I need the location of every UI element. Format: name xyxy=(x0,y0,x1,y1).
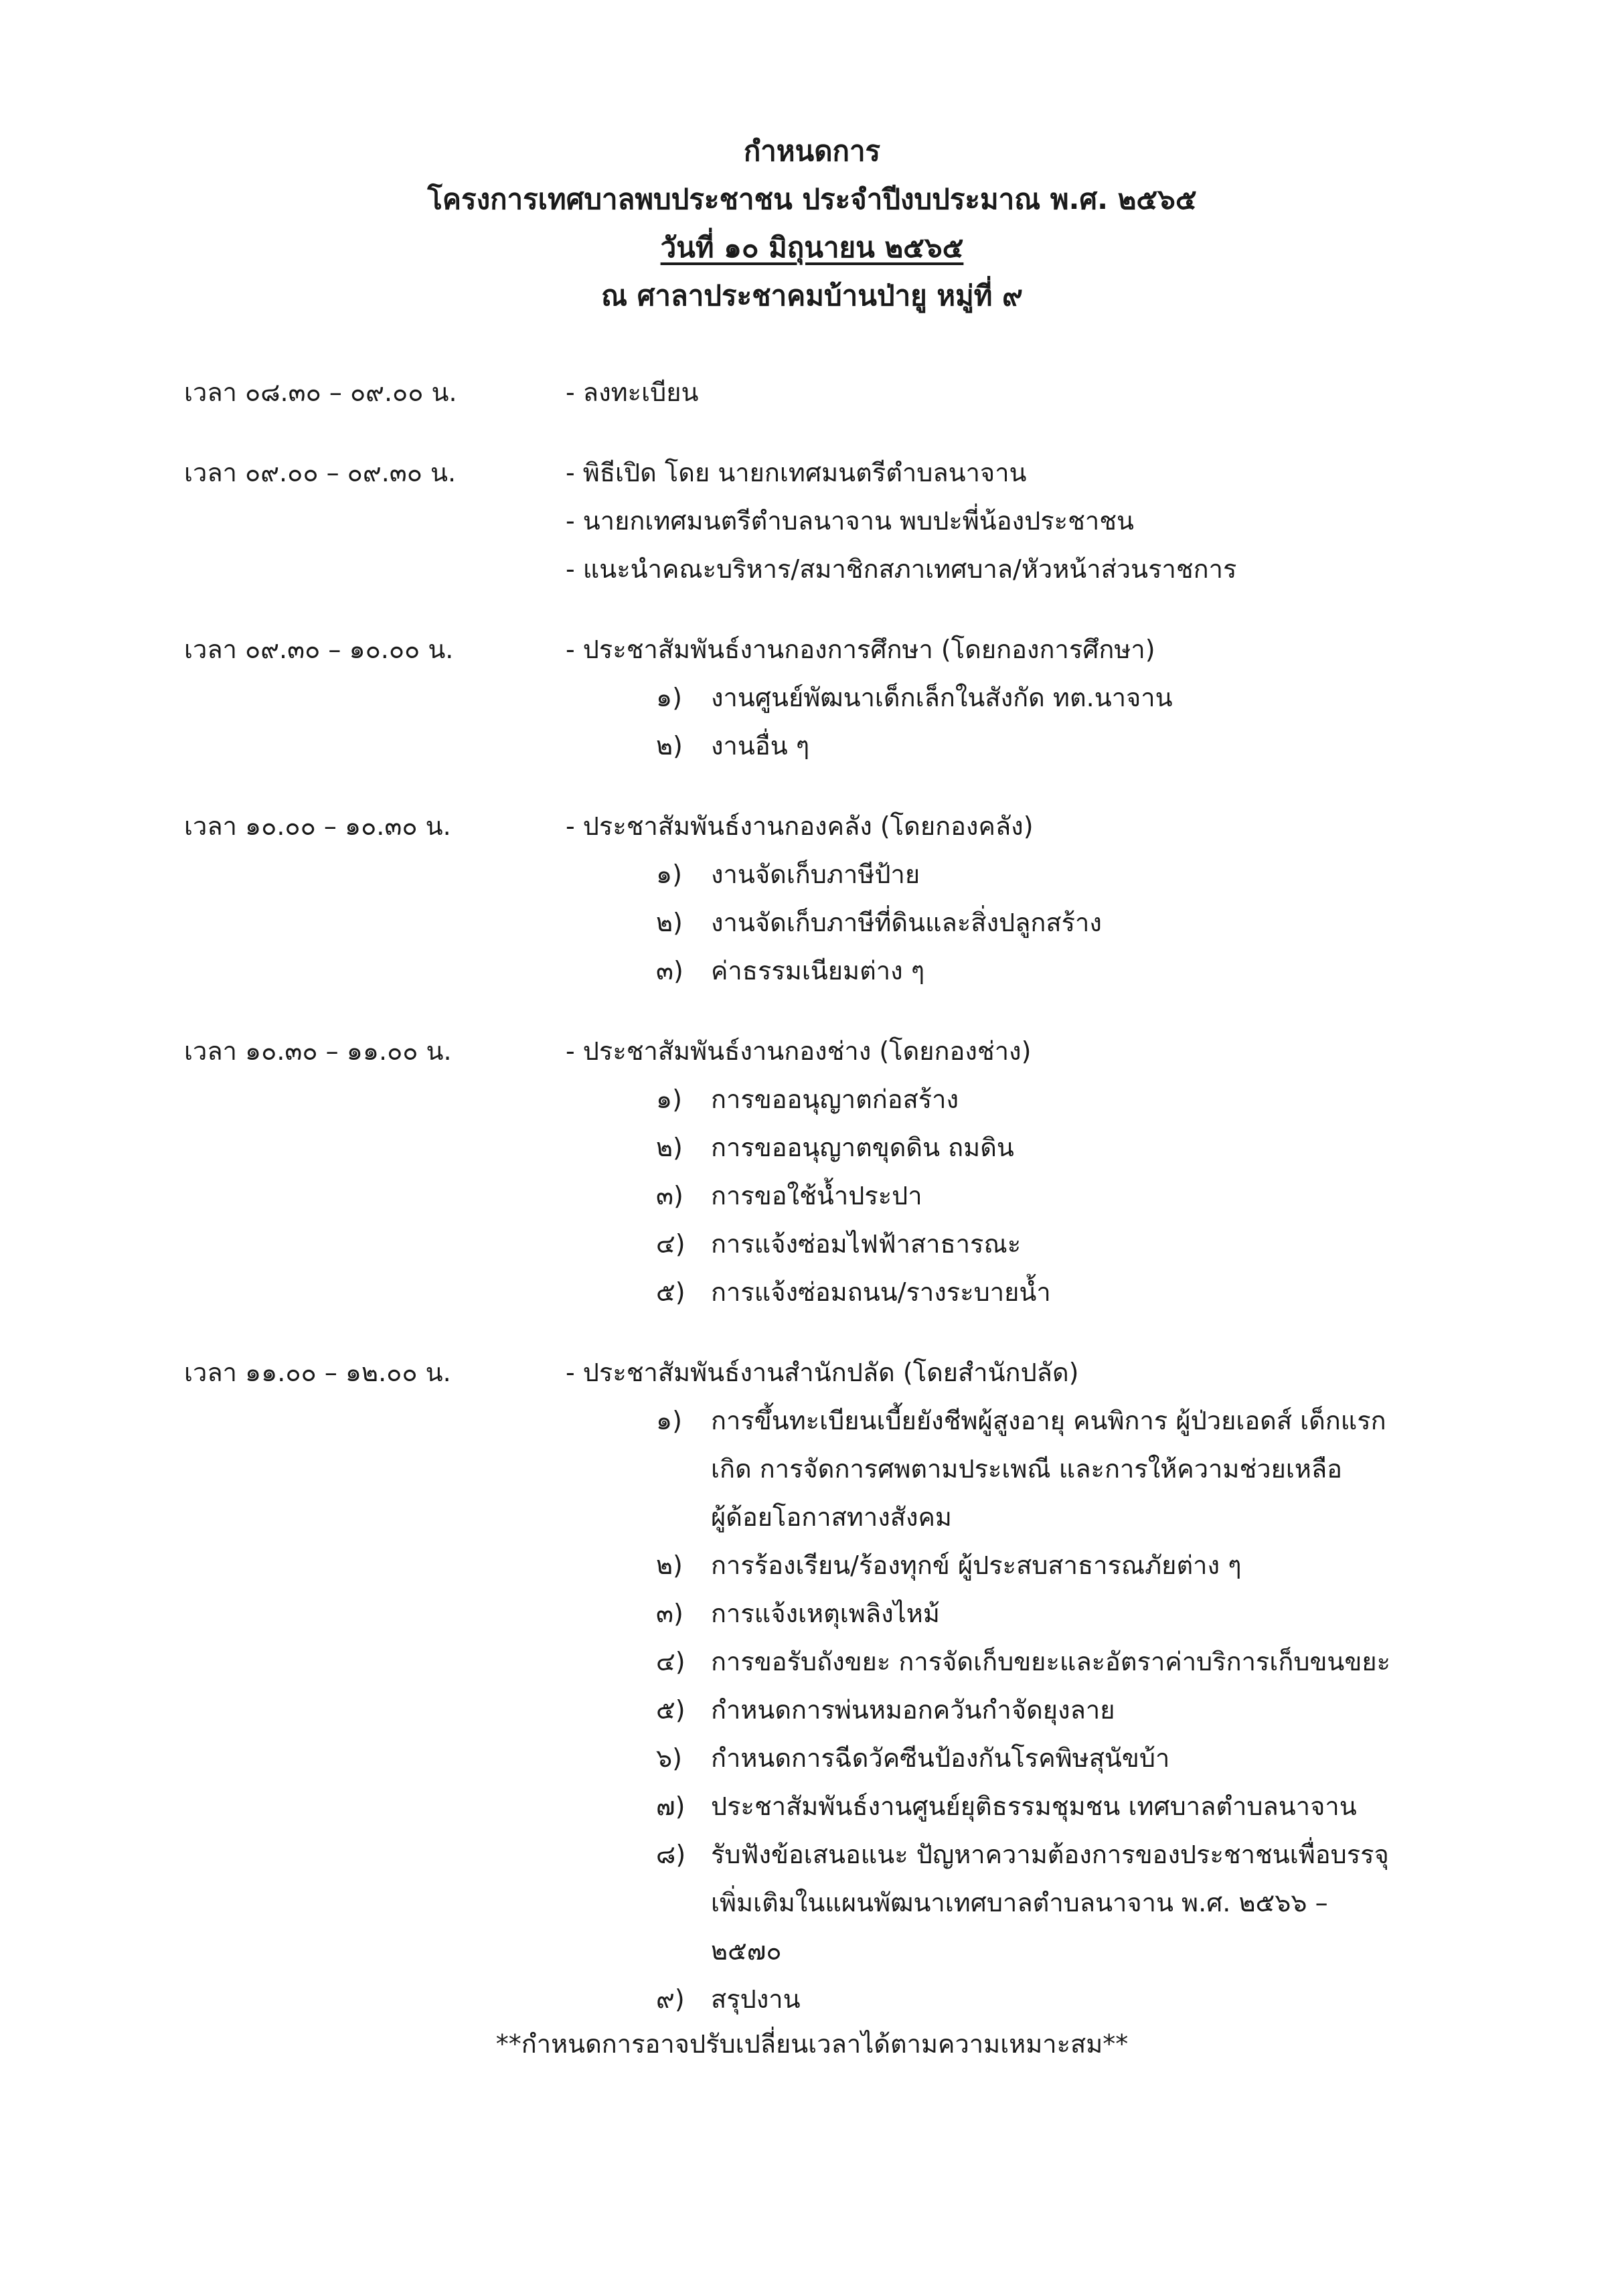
sub-item-text: ประชาสัมพันธ์งานศูนย์ยุติธรรมชุมชน เทศบาลตำบลนาจาน xyxy=(711,1792,1357,1821)
sub-item-text: การร้องเรียน/ร้องทุกข์ ผู้ประสบสาธารณภัยต่าง ๆ xyxy=(711,1551,1242,1580)
schedule-content xyxy=(566,625,1456,770)
sub-item-number: ๑) xyxy=(656,1085,682,1114)
schedule-entry: - พิธีเปิด โดย นายกเทศมนตรีตำบลนาจาน xyxy=(566,458,1027,487)
schedule-content xyxy=(566,449,1456,593)
schedule-content xyxy=(566,1348,1456,2023)
sub-item-text: ค่าธรรมเนียมต่าง ๆ xyxy=(711,956,925,985)
schedule-time: เวลา ๐๙.๓๐ – ๑๐.๐๐ น. xyxy=(184,635,454,664)
sub-item-number: ๔) xyxy=(656,1647,685,1676)
schedule-sub-item xyxy=(566,1589,1456,1638)
schedule-entry: - ประชาสัมพันธ์งานกองคลัง (โดยกองคลัง) xyxy=(566,811,1034,841)
schedule-block xyxy=(184,449,1456,593)
sub-item-number: ๖) xyxy=(656,1743,682,1773)
sub-item-text: กำหนดการฉีดวัคซีนป้องกันโรคพิษสุนัขบ้า xyxy=(711,1743,1170,1773)
sub-item-text: การขอรับถังขยะ การจัดเก็บขยะและอัตราค่าบริการเก็บขนขยะ xyxy=(711,1647,1391,1676)
schedule-time: เวลา ๐๘.๓๐ – ๐๙.๐๐ น. xyxy=(184,378,457,407)
schedule-sub-item xyxy=(566,1975,1456,2023)
sub-item-text: การแจ้งซ่อมถนน/รางระบายน้ำ xyxy=(711,1277,1051,1307)
sub-item-number: ๒) xyxy=(656,908,683,937)
schedule-time: เวลา ๑๑.๐๐ – ๑๒.๐๐ น. xyxy=(184,1358,451,1387)
schedule-sub-item xyxy=(566,674,1456,722)
schedule-sub-item xyxy=(566,1172,1456,1220)
sub-item-text: งานจัดเก็บภาษีป้าย xyxy=(711,860,920,889)
sub-item-text: งานอื่น ๆ xyxy=(711,731,810,761)
document-title: กำหนดการ xyxy=(743,135,881,167)
sub-item-text: งานจัดเก็บภาษีที่ดินและสิ่งปลูกสร้าง xyxy=(711,908,1102,937)
schedule-sub-item xyxy=(566,1268,1456,1316)
schedule-sub-item xyxy=(566,1782,1456,1830)
sub-item-text: การขึ้นทะเบียนเบี้ยยังชีพผู้สูงอายุ คนพิการ ผู้ป่วยเอดส์ เด็กแรก xyxy=(711,1406,1386,1435)
sub-item-number: ๒) xyxy=(656,1133,683,1162)
sub-item-text: การแจ้งเหตุเพลิงไหม้ xyxy=(711,1599,940,1628)
sub-item-number: ๓) xyxy=(656,956,683,985)
schedule-sub-item xyxy=(566,1686,1456,1734)
sub-item-number: ๑) xyxy=(656,683,682,712)
sub-item-text: การขอใช้น้ำประปา xyxy=(711,1181,922,1210)
schedule xyxy=(184,368,1456,2055)
sub-item-number: ๒) xyxy=(656,731,683,761)
sub-item-text: กำหนดการพ่นหมอกควันกำจัดยุงลาย xyxy=(711,1695,1115,1725)
schedule-sub-item xyxy=(566,722,1456,770)
schedule-sub-item xyxy=(566,1830,1456,1975)
sub-item-number: ๔) xyxy=(656,1229,685,1259)
schedule-block xyxy=(184,1027,1456,1316)
schedule-entry: - นายกเทศมนตรีตำบลนาจาน พบปะพี่น้องประชาชน xyxy=(566,506,1134,536)
schedule-entry: - ประชาสัมพันธ์งานกองการศึกษา (โดยกองการศึกษา) xyxy=(566,635,1155,664)
sub-item-number: ๓) xyxy=(656,1181,683,1210)
schedule-time: เวลา ๑๐.๓๐ – ๑๑.๐๐ น. xyxy=(184,1036,452,1066)
sub-item-number: ๑) xyxy=(656,860,682,889)
sub-item-number: ๒) xyxy=(656,1551,683,1580)
schedule-block xyxy=(184,802,1456,995)
document-header xyxy=(0,127,1624,320)
schedule-sub-item xyxy=(566,898,1456,947)
schedule-block xyxy=(184,368,1456,416)
schedule-sub-item xyxy=(566,1541,1456,1589)
schedule-block xyxy=(184,1348,1456,2023)
sub-item-number: ๘) xyxy=(656,1840,686,1869)
schedule-sub-item xyxy=(566,1123,1456,1172)
sub-item-text: การขออนุญาตก่อสร้าง xyxy=(711,1085,959,1114)
project-name: โครงการเทศบาลพบประชาชน ประจำปีงบประมาณ พ.ศ. ๒๕๖๕ xyxy=(427,183,1197,216)
sub-item-text: สรุปงาน xyxy=(711,1984,801,2014)
schedule-sub-item xyxy=(566,1075,1456,1123)
schedule-entry: - ลงทะเบียน xyxy=(566,378,699,407)
sub-item-number: ๑) xyxy=(656,1406,682,1435)
schedule-entry: - ประชาสัมพันธ์งานกองช่าง (โดยกองช่าง) xyxy=(566,1036,1032,1066)
sub-item-number: ๕) xyxy=(656,1695,685,1725)
schedule-sub-item xyxy=(566,1734,1456,1782)
sub-item-number: ๙) xyxy=(656,1984,685,2014)
sub-item-text: เกิด การจัดการศพตามประเพณี และการให้ความช่วยเหลือ xyxy=(711,1454,1342,1484)
schedule-content xyxy=(566,802,1456,995)
sub-item-text: การขออนุญาตขุดดิน ถมดิน xyxy=(711,1133,1014,1162)
event-venue: ณ ศาลาประชาคมบ้านป่ายู หมู่ที่ ๙ xyxy=(601,279,1023,312)
schedule-content xyxy=(566,1027,1456,1316)
sub-item-text: การแจ้งซ่อมไฟฟ้าสาธารณะ xyxy=(711,1229,1022,1259)
sub-item-number: ๗) xyxy=(656,1792,685,1821)
schedule-block xyxy=(184,625,1456,770)
sub-item-text: รับฟังข้อเสนอแนะ ปัญหาความต้องการของประชาชนเพื่อบรรจุ xyxy=(711,1840,1389,1869)
schedule-entry: - ประชาสัมพันธ์งานสำนักปลัด (โดยสำนักปลัด) xyxy=(566,1358,1079,1387)
schedule-sub-item xyxy=(566,1638,1456,1686)
schedule-content xyxy=(566,368,1456,416)
sub-item-text: ๒๕๗๐ xyxy=(711,1936,782,1966)
schedule-sub-item xyxy=(566,1220,1456,1268)
schedule-time: เวลา ๑๐.๐๐ – ๑๐.๓๐ น. xyxy=(184,811,451,841)
schedule-time: เวลา ๐๙.๐๐ – ๐๙.๓๐ น. xyxy=(184,458,457,487)
schedule-sub-item xyxy=(566,850,1456,898)
sub-item-text: เพิ่มเติมในแผนพัฒนาเทศบาลตำบลนาจาน พ.ศ. ๒๕๖๖ – xyxy=(711,1888,1328,1917)
event-date: วันที่ ๑๐ มิถุนายน ๒๕๖๕ xyxy=(660,231,964,264)
footnote: **กำหนดการอาจปรับเปลี่ยนเวลาได้ตามความเหมาะสม** xyxy=(495,2029,1129,2059)
schedule-sub-item xyxy=(566,1397,1456,1541)
schedule-entry: - แนะนำคณะบริหาร/สมาชิกสภาเทศบาล/หัวหน้าส่วนราชการ xyxy=(566,554,1237,584)
sub-item-text: งานศูนย์พัฒนาเด็กเล็กในสังกัด ทต.นาจาน xyxy=(711,683,1173,712)
sub-item-number: ๕) xyxy=(656,1277,685,1307)
sub-item-number: ๓) xyxy=(656,1599,683,1628)
sub-item-text: ผู้ด้อยโอกาสทางสังคม xyxy=(711,1502,952,1532)
schedule-sub-item xyxy=(566,947,1456,995)
